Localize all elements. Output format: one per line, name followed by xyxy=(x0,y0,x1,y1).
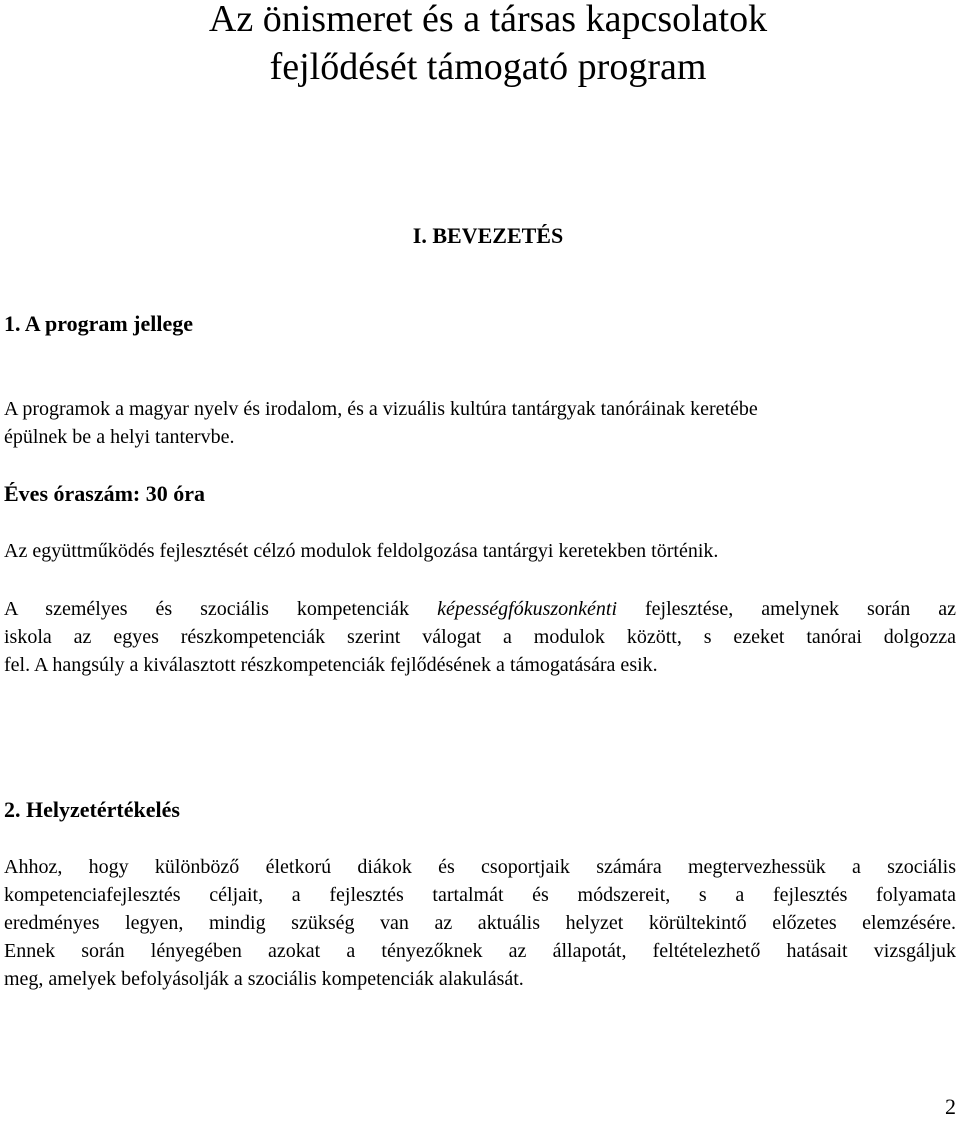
document-page xyxy=(4,0,956,1119)
paragraph-line: A programok a magyar nyelv és irodalom, és a vizuális kultúra tantárgyak tanóráinak keretébe xyxy=(4,398,758,420)
page-number: 2 xyxy=(945,1094,956,1119)
italic-term: képességfókuszonkénti xyxy=(437,598,618,620)
text-run: fejlesztése, amelynek során az xyxy=(617,598,956,620)
title-line-1: Az önismeret és a társas kapcsolatok xyxy=(208,0,768,40)
section-heading: I. BEVEZETÉS xyxy=(412,223,564,248)
paragraph-line: iskola az egyes részkompetenciák szerint válogat a modulok között, s ezeket tanórai dolgozza xyxy=(4,626,956,648)
title-line-2: fejlődését támogató program xyxy=(269,46,707,88)
paragraph-program-placement xyxy=(4,395,956,451)
paragraph-line: épülnek be a helyi tantervbe. xyxy=(4,426,235,448)
paragraph-line: Ennek során lényegében azokat a tényezőknek az állapotát, feltételezhető hatásait vizsgáljuk xyxy=(4,940,956,962)
paragraph-line: Ahhoz, hogy különböző életkorú diákok és csoportjaik számára megtervezhessük a szociális xyxy=(4,856,956,878)
paragraph-line xyxy=(4,595,956,623)
text-run: A személyes és szociális kompetenciák xyxy=(4,598,438,620)
paragraph-situation-assessment xyxy=(4,853,956,993)
subsection-heading-program-nature: 1. A program jellege xyxy=(4,311,193,336)
paragraph-cooperation-modules xyxy=(4,537,956,565)
paragraph-line: eredményes legyen, mindig szükség van az aktuális helyzet körültekintő előzetes elemzésére. xyxy=(4,912,956,934)
subsection-heading-situation-assessment: 2. Helyzetértékelés xyxy=(4,797,180,822)
paragraph-line: kompetenciafejlesztés céljait, a fejlesztés tartalmát és módszereit, s a fejlesztés folyamata xyxy=(4,884,956,906)
paragraph-line: fel. A hangsúly a kiválasztott részkompetenciák fejlődésének a támogatására esik. xyxy=(4,654,658,676)
paragraph-line: meg, amelyek befolyásolják a szociális kompetenciák alakulását. xyxy=(4,968,524,990)
annual-hours-heading: Éves óraszám: 30 óra xyxy=(4,481,206,506)
paragraph-line: Az együttműködés fejlesztését célzó modulok feldolgozása tantárgyi keretekben történik. xyxy=(4,540,719,562)
paragraph-competencies xyxy=(4,595,956,679)
